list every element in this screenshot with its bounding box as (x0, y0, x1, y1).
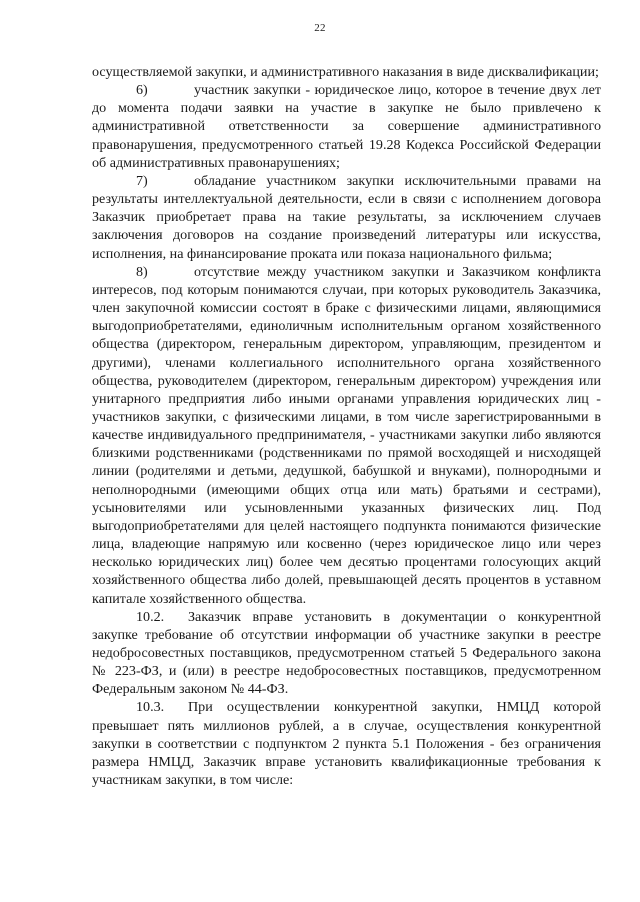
section-10-3 (92, 698, 601, 789)
paragraph-continuation (92, 63, 601, 81)
section-number: 10.3. (136, 699, 165, 716)
page-number: 22 (314, 22, 326, 34)
list-item-number: 7) (136, 172, 148, 189)
list-item-text: участник закупки - юридическое лицо, которое в течение двух лет до момента подачи заявки на участие в закупке не было привлечено к административной ответственности за совершение административного правонарушения, предусмотренного статьей 19.28 Кодекса Российской Федерации об административных правонарушениях; (92, 82, 601, 171)
list-item-text: обладание участником закупки исключительными правами на результаты интеллектуальной деятельности, если в связи с исполнением договора Заказчик приобретает права на такие результаты, за исключением случаев заключения договоров на создание произведений литературы или искусства, исполнения, на финансирование проката или показа национального фильма; (92, 172, 601, 262)
list-item-6 (92, 81, 601, 172)
document-body (92, 63, 601, 789)
list-item-7 (92, 172, 601, 263)
list-item-text: отсутствие между участником закупки и Заказчиком конфликта интересов, под которым понимаются случаи, при которых руководитель Заказчика, член закупочной комиссии состоят в браке с физическими лицами, являющимися выгодоприобретателями, единоличным исполнительным органом хозяйственного общества (директором, генеральным директором, управляющим, президентом и другими), членами коллегиального исполнительного органа хозяйственного общества, руководителем (директором, генеральным директором) учреждения или унитарного предприятия либо иными органами управления юридических лиц - участников закупки, с физическими лицами, в том числе зарегистрированными в качестве индивидуального предпринимателя, - участниками закупки либо являются близкими родственниками (родственниками по прямой восходящей и нисходящей линии (родителями и детьми, дедушкой, бабушкой и внуками), полнородными и неполнородными (имеющими общих отца или мать) братьями и сестрами), усыновителями или усыновленными указанных физических лиц. Под выгодоприобретателями для целей настоящего подпункта понимаются физические лица, владеющие напрямую или косвенно (через юридическое лицо или через несколько юридических лиц) более чем десятью процентами голосующих акций хозяйственного общества либо долей, превышающей десять процентов в уставном капитале хозяйственного общества. (92, 263, 601, 607)
list-item-number: 6) (136, 82, 148, 99)
list-item-number: 8) (136, 263, 148, 280)
section-text: При осуществлении конкурентной закупки, НМЦД которой превышает пять миллионов рублей, а в случае, осуществления конкурентной закупки в соответствии с подпунктом 2 пункта 5.1 Положения - без ограничения размера НМЦД, Заказчик вправе установить квалификационные требования к участникам закупки, в том числе: (92, 699, 601, 789)
section-number: 10.2. (136, 608, 165, 625)
section-text: Заказчик вправе установить в документации о конкурентной закупке требование об отсутствии информации об участнике закупки в реестре недобросовестных поставщиков, предусмотренном статьей 5 Федерального закона № 223-ФЗ, и (или) в реестре недобросовестных поставщиков, предусмотренном Федеральным законом № 44-ФЗ. (92, 608, 601, 698)
section-10-2 (92, 608, 601, 699)
paragraph-text: осуществляемой закупки, и административного наказания в виде дисквалификации; (92, 64, 599, 80)
list-item-8 (92, 263, 601, 608)
